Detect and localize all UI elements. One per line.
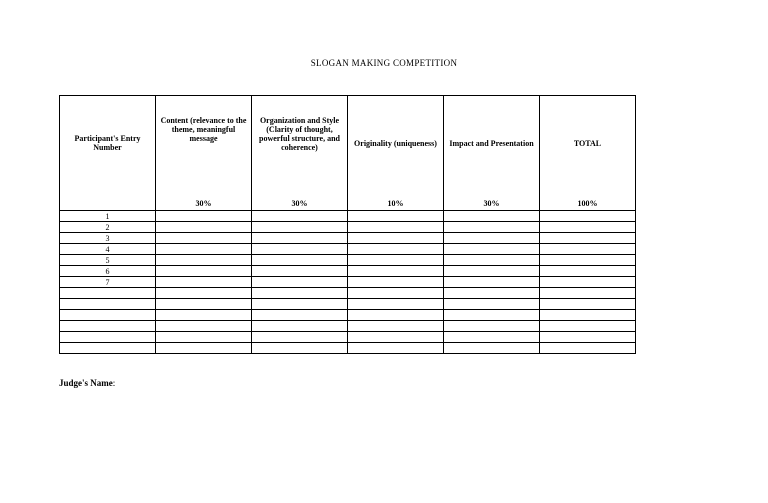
- score-cell[interactable]: [444, 244, 540, 255]
- score-cell[interactable]: [348, 288, 444, 299]
- score-cell[interactable]: [348, 321, 444, 332]
- entry-number-cell: [60, 332, 156, 343]
- score-cell[interactable]: [540, 299, 636, 310]
- score-cell[interactable]: [348, 222, 444, 233]
- score-cell[interactable]: [444, 233, 540, 244]
- judge-name-colon: :: [112, 378, 116, 388]
- column-header-label: Organization and Style (Clarity of thought, powerful structure, and coherence): [259, 116, 340, 152]
- score-cell[interactable]: [348, 244, 444, 255]
- score-cell[interactable]: [540, 343, 636, 354]
- column-header-label: Content (relevance to the theme, meaningful message: [160, 116, 247, 143]
- entry-number-cell: [60, 321, 156, 332]
- score-cell[interactable]: [252, 255, 348, 266]
- column-header-label: Participant's Entry Number: [74, 134, 141, 152]
- column-header-content: [156, 96, 252, 211]
- score-cell[interactable]: [348, 277, 444, 288]
- entry-number-cell: 4: [60, 244, 156, 255]
- score-cell[interactable]: [156, 255, 252, 266]
- page-title: SLOGAN MAKING COMPETITION: [310, 58, 458, 68]
- score-cell[interactable]: [444, 288, 540, 299]
- score-cell[interactable]: [444, 321, 540, 332]
- score-cell[interactable]: [156, 244, 252, 255]
- score-cell[interactable]: [444, 343, 540, 354]
- table-row: [60, 255, 636, 266]
- score-cell[interactable]: [540, 332, 636, 343]
- score-cell[interactable]: [252, 211, 348, 222]
- score-cell[interactable]: [156, 222, 252, 233]
- score-cell[interactable]: [348, 255, 444, 266]
- score-cell[interactable]: [540, 255, 636, 266]
- score-cell[interactable]: [348, 211, 444, 222]
- entry-number-cell: 1: [60, 211, 156, 222]
- header-row: [60, 96, 636, 211]
- score-cell[interactable]: [540, 211, 636, 222]
- column-header-total: [540, 96, 636, 211]
- score-cell[interactable]: [156, 277, 252, 288]
- score-cell[interactable]: [252, 277, 348, 288]
- score-cell[interactable]: [540, 321, 636, 332]
- judge-name-label: Judge's Name: [59, 378, 113, 388]
- score-cell[interactable]: [252, 233, 348, 244]
- score-cell[interactable]: [156, 321, 252, 332]
- entry-number-cell: [60, 343, 156, 354]
- score-cell[interactable]: [252, 266, 348, 277]
- score-cell[interactable]: [444, 332, 540, 343]
- score-cell[interactable]: [252, 288, 348, 299]
- score-cell[interactable]: [444, 222, 540, 233]
- score-cell[interactable]: [252, 310, 348, 321]
- table-row: [60, 321, 636, 332]
- column-weight: 30%: [483, 199, 500, 208]
- column-weight: 30%: [291, 199, 308, 208]
- column-weight: 100%: [577, 199, 598, 208]
- score-cell[interactable]: [348, 310, 444, 321]
- judge-name-line: [59, 378, 115, 388]
- score-cell[interactable]: [156, 332, 252, 343]
- table-row: [60, 266, 636, 277]
- score-cell[interactable]: [156, 233, 252, 244]
- entry-number-cell: 2: [60, 222, 156, 233]
- score-cell[interactable]: [540, 277, 636, 288]
- column-header-originality: [348, 96, 444, 211]
- score-cell[interactable]: [252, 244, 348, 255]
- score-cell[interactable]: [252, 321, 348, 332]
- entry-number-cell: [60, 288, 156, 299]
- entry-number-cell: 7: [60, 277, 156, 288]
- score-cell[interactable]: [540, 233, 636, 244]
- score-cell[interactable]: [348, 299, 444, 310]
- column-header-organization: [252, 96, 348, 211]
- entry-number-cell: 5: [60, 255, 156, 266]
- score-cell[interactable]: [540, 222, 636, 233]
- score-cell[interactable]: [540, 310, 636, 321]
- column-header-entry-number: [60, 96, 156, 211]
- column-weight: 30%: [195, 199, 212, 208]
- score-cell[interactable]: [540, 244, 636, 255]
- score-cell[interactable]: [444, 266, 540, 277]
- score-cell[interactable]: [156, 288, 252, 299]
- entry-number-cell: [60, 299, 156, 310]
- score-cell[interactable]: [348, 332, 444, 343]
- score-cell[interactable]: [156, 266, 252, 277]
- table-row: [60, 343, 636, 354]
- table-row: [60, 310, 636, 321]
- scoring-table: [59, 95, 636, 354]
- table-row: [60, 244, 636, 255]
- score-cell[interactable]: [252, 299, 348, 310]
- column-header-label: TOTAL: [573, 138, 602, 148]
- column-header-label: Impact and Presentation: [449, 138, 534, 148]
- column-header-impact: [444, 96, 540, 211]
- table-row: [60, 299, 636, 310]
- score-cell[interactable]: [444, 277, 540, 288]
- table-row: [60, 277, 636, 288]
- table-row: [60, 233, 636, 244]
- table-row: [60, 211, 636, 222]
- column-weight: 10%: [387, 199, 404, 208]
- score-cell[interactable]: [540, 266, 636, 277]
- score-cell[interactable]: [444, 211, 540, 222]
- score-cell[interactable]: [156, 310, 252, 321]
- score-cell[interactable]: [252, 343, 348, 354]
- score-cell[interactable]: [252, 332, 348, 343]
- entry-number-cell: 3: [60, 233, 156, 244]
- score-cell[interactable]: [348, 343, 444, 354]
- score-cell[interactable]: [156, 211, 252, 222]
- score-cell[interactable]: [348, 233, 444, 244]
- table-row: [60, 332, 636, 343]
- score-cell[interactable]: [252, 222, 348, 233]
- score-cell[interactable]: [444, 255, 540, 266]
- entry-number-cell: [60, 310, 156, 321]
- table-row: [60, 288, 636, 299]
- score-cell[interactable]: [156, 343, 252, 354]
- table-row: [60, 222, 636, 233]
- score-cell[interactable]: [444, 299, 540, 310]
- score-cell[interactable]: [156, 299, 252, 310]
- column-header-label: Originality (uniqueness): [354, 138, 437, 148]
- score-cell[interactable]: [540, 288, 636, 299]
- score-cell[interactable]: [444, 310, 540, 321]
- table-body: [60, 211, 636, 354]
- entry-number-cell: 6: [60, 266, 156, 277]
- score-cell[interactable]: [348, 266, 444, 277]
